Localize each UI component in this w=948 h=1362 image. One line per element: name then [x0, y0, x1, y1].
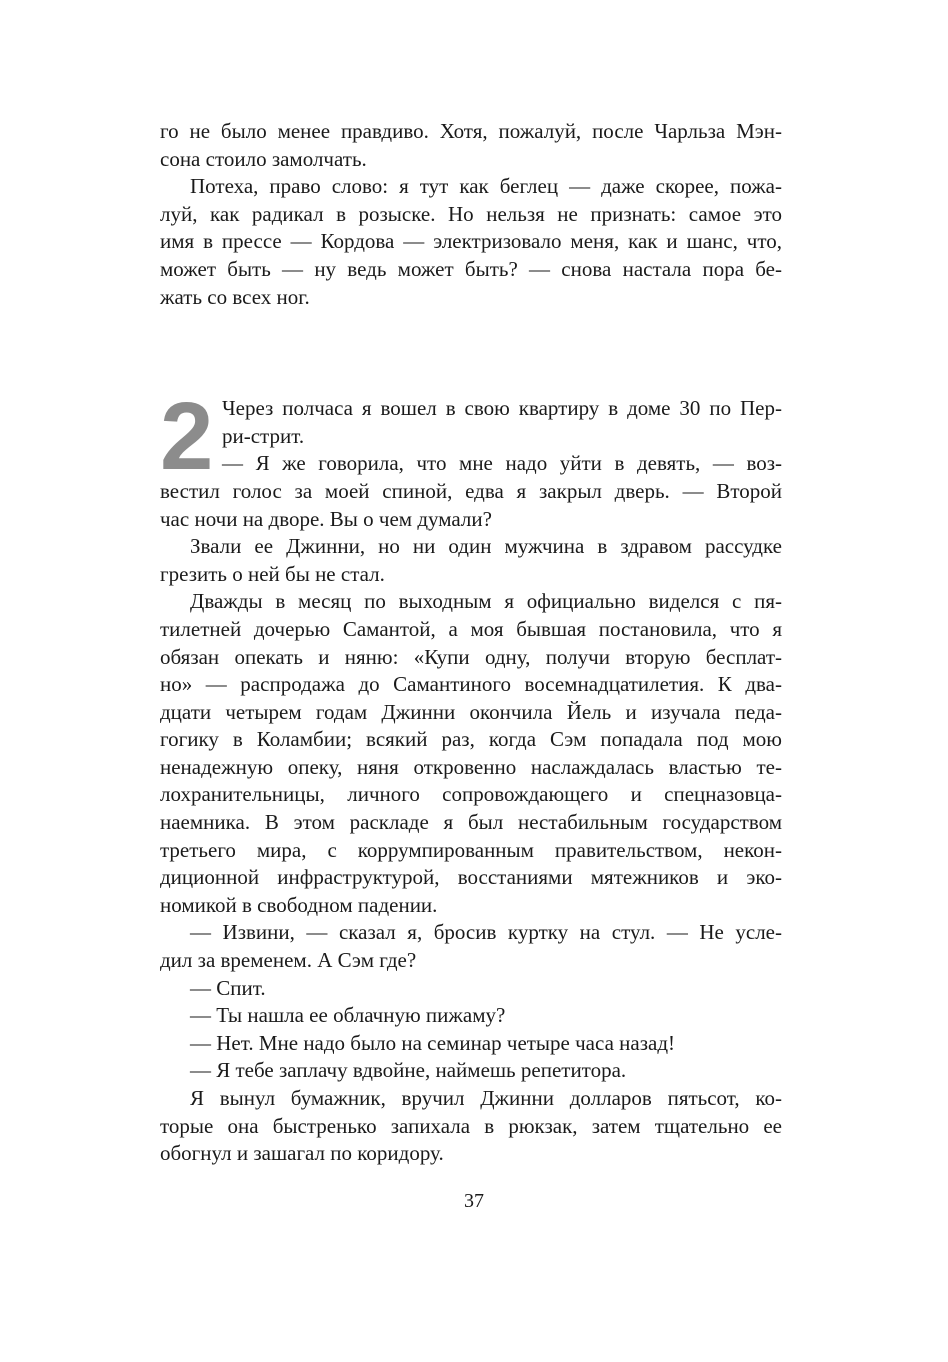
text-line: Дважды в месяц по выходным я официально виделся с пя- — [190, 589, 782, 614]
text-line: ри-стрит. — [222, 423, 305, 448]
text-line: дцати четырем годам Джинни окончила Йель и изучала педа- — [160, 699, 782, 724]
text-line: Звали ее Джинни, но ни один мужчина в здравом рассудке — [190, 534, 782, 559]
page-body — [160, 118, 782, 1168]
text-line: обогнул и зашагал по коридору. — [160, 1141, 444, 1166]
text-line: номикой в свободном падении. — [160, 892, 438, 917]
paragraph-wallet — [160, 1085, 782, 1168]
text-line: Через полчаса я вошел в свою квартиру в доме 30 по Пер- — [222, 396, 782, 421]
page-number: 37 — [464, 1190, 484, 1212]
dialogue-line: — Ты нашла ее облачную пижаму? — [190, 1003, 506, 1028]
text-line: тилетней дочерью Самантой, а моя бывшая постановила, что я — [160, 616, 782, 641]
dialogue-line: — Спит. — [190, 975, 266, 1000]
text-line: может быть — ну ведь может быть? — снова настала пора бе- — [160, 256, 782, 281]
text-line: наемника. В этом раскладе я был нестабильным государством — [160, 810, 782, 835]
paragraph-intro — [160, 118, 782, 173]
text-line: час ночи на дворе. Вы о чем думали? — [160, 506, 492, 531]
paragraph-custody — [160, 588, 782, 919]
section-break — [160, 311, 782, 395]
text-line: Потеха, право слово: я тут как беглец — даже скорее, пожа- — [190, 174, 782, 199]
text-line: гогику в Коламбии; всякий раз, когда Сэм попадала под мою — [160, 727, 782, 752]
text-line: луй, как радикал в розыске. Но нельзя не признать: самое это — [160, 201, 782, 226]
text-line: диционной инфраструктурой, восстаниями мятежников и эко- — [160, 865, 782, 890]
text-line: жать со всех ног. — [160, 284, 310, 309]
chapter-number: 2 — [160, 383, 214, 491]
text-line: вестил голос за моей спиной, едва я закрыл дверь. — Второй — [160, 478, 782, 503]
text-line: обязан опекать и няню: «Купи одну, получи вторую бесплат- — [160, 644, 782, 669]
text-line: — Извини, — сказал я, бросив куртку на стул. — Не усле- — [190, 920, 782, 945]
text-line: Я вынул бумажник, вручил Джинни долларов пятьсот, ко- — [190, 1086, 782, 1110]
text-line: лохранительницы, личного сопровождающего и спецназовца- — [160, 782, 782, 807]
text-line: ненадежную опеку, няня откровенно наслаждалась властью те- — [160, 754, 782, 779]
text-line: третьего мира, с коррумпированным правительством, некон- — [160, 837, 782, 862]
text-line: сона стоило замолчать. — [160, 146, 367, 171]
text-line: — Я же говорила, что мне надо уйти в девять, — воз- — [222, 451, 782, 476]
text-line: го не было менее правдиво. Хотя, пожалуй, после Чарльза Мэн- — [160, 119, 782, 143]
dialogue-block — [160, 975, 782, 1085]
dialogue-line: — Нет. Мне надо было на семинар четыре часа назад! — [190, 1030, 675, 1055]
paragraph-ginny — [160, 533, 782, 588]
text-line: но» — распродажа до Самантиного восемнадцатилетия. К два- — [160, 672, 782, 697]
text-line: дил за временем. А Сэм где? — [160, 948, 417, 973]
dialogue-line: — Я тебе заплачу вдвойне, наймешь репетитора. — [190, 1058, 627, 1083]
paragraph-sorry — [160, 919, 782, 974]
text-line: грезить о ней бы не стал. — [160, 561, 385, 586]
text-line: торые она быстренько запихала в рюкзак, затем тщательно ее — [160, 1113, 782, 1138]
text-line: имя в прессе — Кордова — электризовало меня, как и шанс, что, — [160, 229, 782, 254]
chapter-opening — [160, 383, 782, 533]
paragraph-intro-2 — [160, 173, 782, 311]
